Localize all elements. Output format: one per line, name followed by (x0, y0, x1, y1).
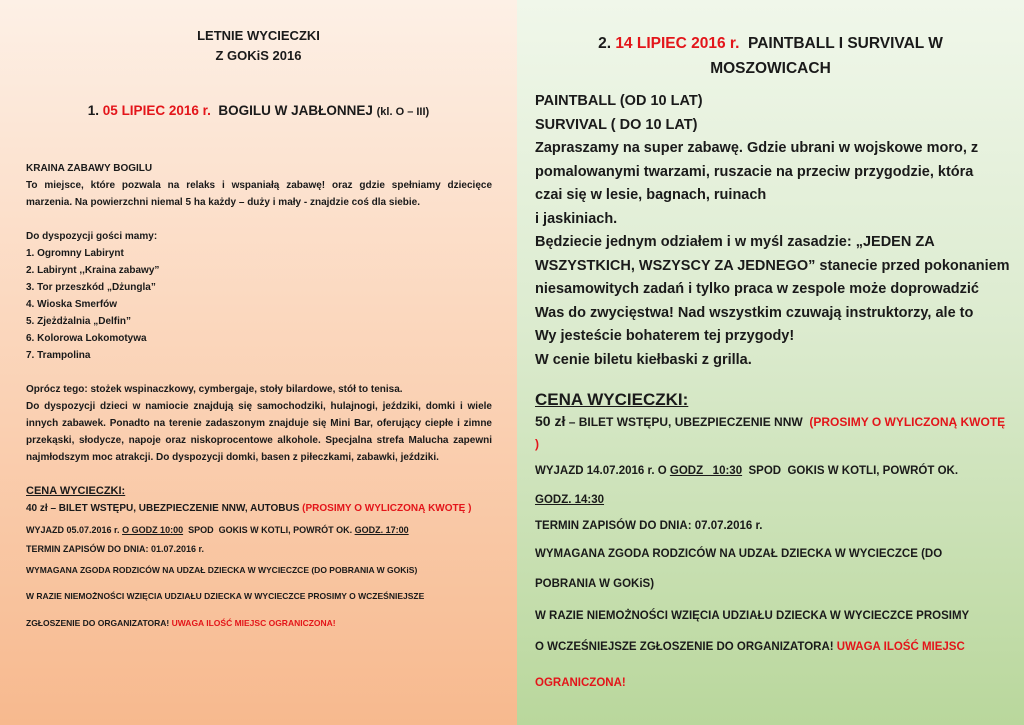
description-line: niesamowitych zadań i tylko praca w zespole może doprowadzić (535, 281, 979, 297)
list-item: 4. Wioska Smerfów (26, 299, 118, 310)
list-item: 1. Ogromny Labirynt (26, 248, 124, 259)
departure-date: WYJAZD 05.07.2016 r. (26, 525, 123, 535)
price-text: – BILET WSTĘPU, UBEZPIECZENIE NNW (565, 415, 810, 429)
trip-1-name: BOGILU W JABŁONNEJ (210, 103, 377, 118)
warning-text-2: OGRANICZONA! (535, 677, 626, 689)
consent-note: WYMAGANA ZGODA RODZICÓW NA UDZAŁ DZIECKA W WYCIECZCE (DO POBRANIA W GOKiS) (26, 565, 418, 575)
cancel-note-text: ZGŁOSZENIE DO ORGANIZATORA! (26, 618, 172, 628)
departure-place: SPOD GOKIS W KOTLI, POWRÓT OK. (742, 465, 959, 477)
deadline: TERMIN ZAPISÓW DO DNIA: 01.07.2016 r. (26, 544, 205, 554)
description-line: i jaskiniach. (535, 210, 618, 227)
title-line-2: Z GOKiS 2016 (215, 48, 302, 63)
cancel-note-2 (26, 608, 492, 638)
cancel-note-text: O WCZEŚNIEJSZE ZGŁOSZENIE DO ORGANIZATORA! (535, 641, 837, 653)
intro-text: To miejsce, które pozwala na relaks i wspaniałą zabawę! oraz gdzie spełniamy dziecięce marzenia. Na powierzchni niemal 5 ha każdy – duży i mały - znajdzie coś dla siebie. (26, 180, 492, 208)
departure-line (535, 455, 1010, 487)
price-note: (PROSIMY O WYLICZONĄ KWOTĘ ) (302, 503, 472, 514)
leaflet-title (0, 26, 517, 66)
return-time: GODZ. 17:00 (354, 525, 409, 535)
price-amount: 50 zł (535, 413, 566, 429)
price-header: CENA WYCIECZKI: (535, 390, 689, 409)
list-item: 6. Kolorowa Lokomotywa (26, 333, 147, 344)
return-time: GODZ. 14:30 (535, 494, 605, 506)
departure-date: WYJAZD 14.07.2016 r. O (535, 465, 670, 477)
price-text: 40 zł – BILET WSTĘPU, UBEZPIECZENIE NNW, AUTOBUS (26, 503, 303, 514)
trip-2-number: 2 (598, 35, 607, 52)
price-note: (PROSIMY O WYLICZONĄ KWOTĘ ) (535, 415, 1006, 451)
trip-2-place: MOSZOWICACH (710, 60, 831, 77)
price-line (535, 410, 1010, 455)
list-item: 7. Trampolina (26, 350, 91, 361)
price-line (26, 500, 492, 518)
trip-2-body (535, 90, 1010, 705)
trip-2-dot: . (606, 35, 616, 52)
trip-1-number: 1. (87, 103, 103, 118)
trip-1-heading (0, 103, 517, 118)
extra-description: Do dyspozycji dzieci w namiocie znajdują się samochodziki, hulajnogi, jeździki, domki i wiele innych zabawek. Ponadto na terenie zadaszonym znajduje się Mini Bar, oferujący ciepłe i zimne przekąski, słodycze, napoje oraz niskoprocentowe alkohole. Specjalna strefa Malucha zapewni najmłodszym moc atrakcji. Do dyspozycji domki, basen z piłeczkami, zabawki, jeździki. (26, 401, 492, 463)
deadline: TERMIN ZAPISÓW DO DNIA: 07.07.2016 r. (535, 520, 763, 532)
trip-2-date: 14 LIPIEC 2016 r. (615, 35, 740, 52)
description-line: Zapraszamy na super zabawę. Gdzie ubrani w wojskowe moro, z (535, 140, 979, 156)
list-item: 2. Labirynt ,,Kraina zabawy” (26, 265, 160, 276)
description-line: WSZYSTKICH, WSZYSCY ZA JEDNEGO” stanecie przed pokonaniem (535, 257, 1010, 274)
description-line: W cenie biletu kiełbaski z grilla. (535, 351, 752, 368)
section-title: KRAINA ZABAWY BOGILU (26, 163, 153, 174)
extra-attractions: Oprócz tego: stożek wspinaczkowy, cymbergaje, stoły bilardowe, stół to tenisa. (26, 384, 403, 395)
survival-age: SURVIVAL ( DO 10 LAT) (535, 116, 698, 133)
right-panel (517, 0, 1024, 725)
cancel-note-1: W RAZIE NIEMOŻNOŚCI WZIĘCIA UDZIAŁU DZIECKA W WYCIECZCE PROSIMY O WCZEŚNIEJSZE (26, 591, 425, 601)
cancel-note-2 (535, 633, 1010, 661)
departure-line (26, 518, 492, 542)
description-line: Wy jesteście bohaterem tej przygody! (535, 328, 795, 344)
title-line-1: LETNIE WYCIECZKI (197, 28, 320, 43)
trip-2-name: PAINTBALL I SURVIVAL W (739, 35, 943, 52)
trip-1-classes: (kl. O – III) (376, 106, 430, 118)
warning-text: UWAGA ILOŚĆ MIEJSC OGRANICZONA! (171, 618, 336, 628)
trip-1-body (26, 160, 492, 638)
list-item: 5. Zjeżdżalnia „Delfin” (26, 316, 132, 327)
departure-time: GODZ 10:30 (669, 465, 743, 477)
description-line: Was do zwycięstwa! Nad wszystkim czuwają instruktorzy, ale to (535, 304, 974, 321)
paintball-age: PAINTBALL (OD 10 LAT) (535, 93, 703, 109)
consent-note-1: WYMAGANA ZGODA RODZICÓW NA UDZAŁ DZIECKA W WYCIECZCE (DO (535, 548, 943, 560)
list-item: 3. Tor przeszkód „Dżungla” (26, 282, 156, 293)
departure-place: SPOD GOKIS W KOTLI, POWRÓT OK. (183, 525, 355, 535)
departure-time: O GODZ 10:00 (122, 525, 184, 535)
list-header: Do dyspozycji gości mamy: (26, 231, 158, 242)
trip-1-date: 05 LIPIEC 2016 r. (102, 103, 211, 118)
description-line: Będziecie jednym odziałem i w myśl zasadzie: „JEDEN ZA (535, 234, 935, 250)
trip-2-heading (517, 31, 1024, 81)
description-line: czai się w lesie, bagnach, ruinach (535, 187, 767, 203)
price-header: CENA WYCIECZKI: (26, 485, 126, 497)
trip-2-heading-line-1 (517, 31, 1024, 56)
consent-note-2: POBRANIA W GOKiS) (535, 578, 655, 590)
warning-text: UWAGA ILOŚĆ MIEJSC (836, 641, 965, 653)
cancel-note-1: W RAZIE NIEMOŻNOŚCI WZIĘCIA UDZIAŁU DZIECKA W WYCIECZCE PROSIMY (535, 610, 970, 622)
description-line: pomalowanymi twarzami, ruszacie na przeciw przygodzie, która (535, 163, 974, 180)
